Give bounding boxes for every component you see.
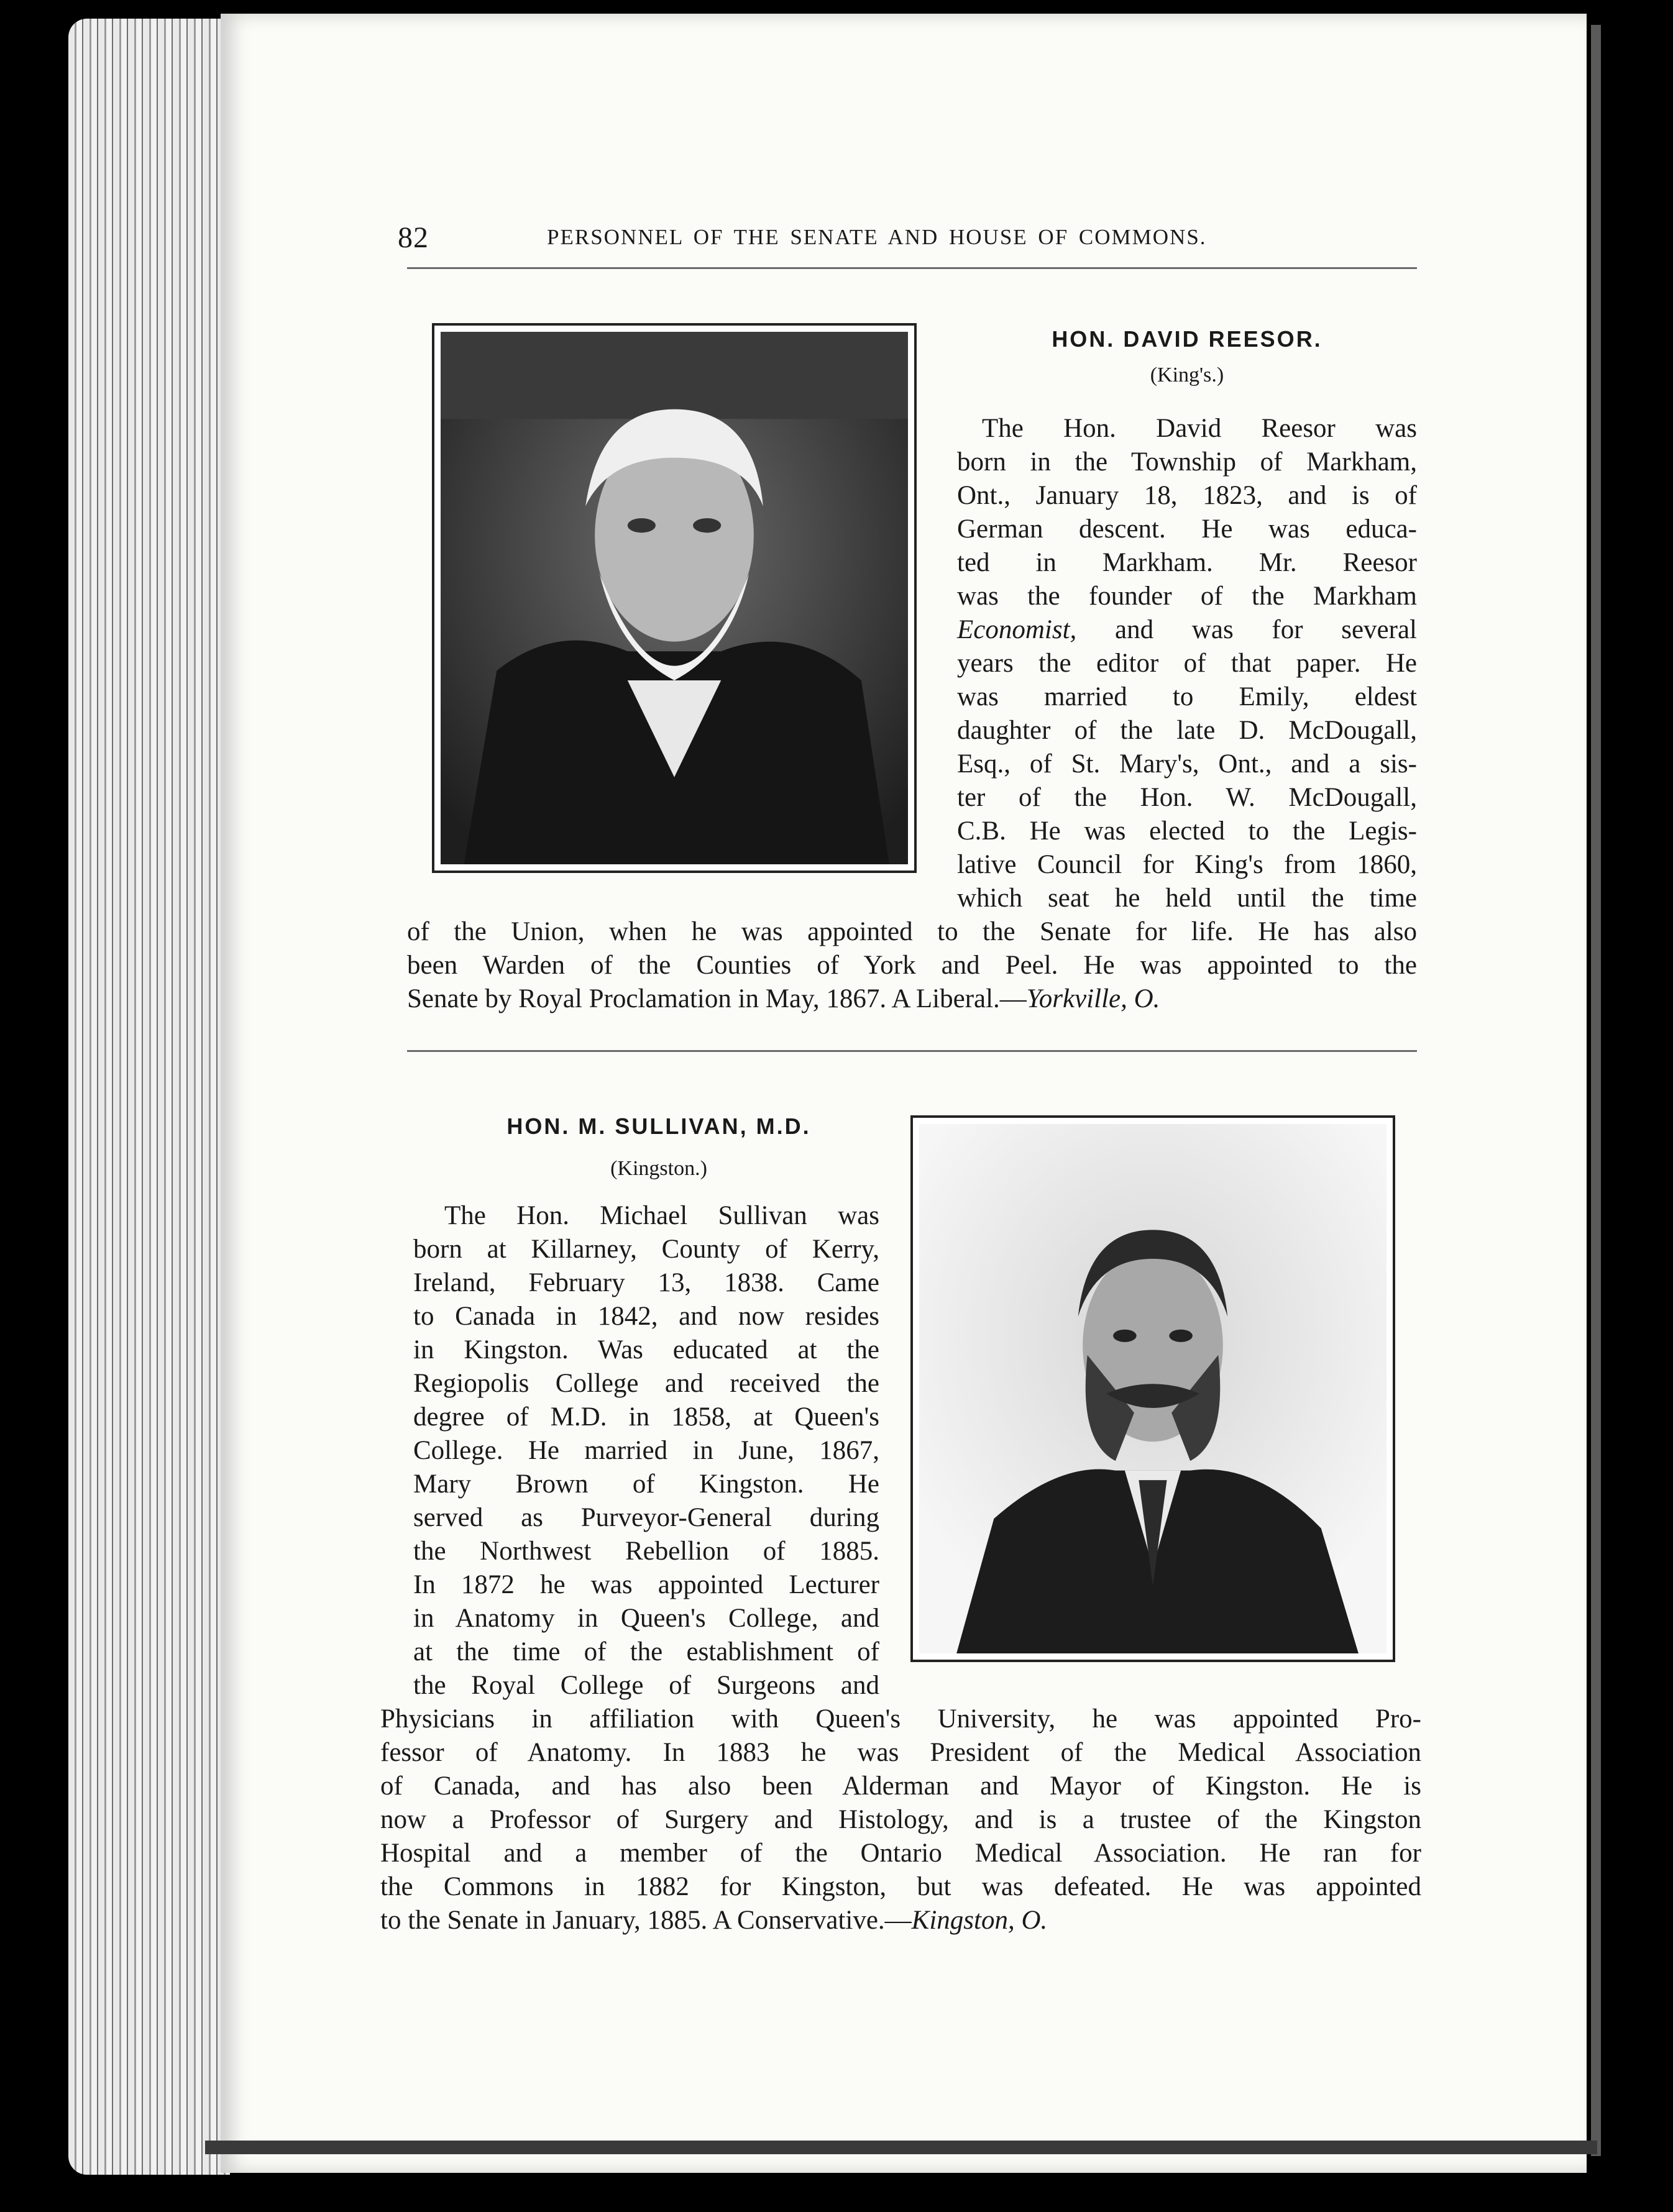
body-line: in Kingston. Was educated at the [413, 1335, 879, 1364]
body-line: now a Professor of Surgery and Histology, and is a trustee of the Kingston [380, 1805, 1421, 1834]
body-line: the Royal College of Surgeons and [413, 1671, 879, 1700]
body-line: C.B. He was elected to the Legis- [957, 816, 1417, 846]
body-line: in Anatomy in Queen's College, and [413, 1604, 879, 1633]
body-line: ter of the Hon. W. McDougall, [957, 783, 1417, 812]
body-line: to the Senate in January, 1885. A Conservative.—Kingston, O. [380, 1906, 1048, 1935]
page-bottom-edge [205, 2141, 1597, 2154]
body-line: the Northwest Rebellion of 1885. [413, 1537, 879, 1566]
body-line: born at Killarney, County of Kerry, [413, 1235, 879, 1264]
body-line: of Canada, and has also been Alderman and Mayor of Kingston. He is [380, 1771, 1421, 1801]
page-edges [68, 19, 230, 2175]
body-line: Hospital and a member of the Ontario Medical Association. He ran for [380, 1839, 1421, 1868]
body-line: was the founder of the Markham [957, 582, 1417, 611]
entry-name-heading: HON. DAVID REESOR. [1052, 326, 1322, 352]
body-line: Esq., of St. Mary's, Ont., and a sis- [957, 749, 1417, 779]
body-line: been Warden of the Counties of York and Peel. He was appointed to the [407, 951, 1417, 980]
entry-district: (King's.) [1150, 363, 1224, 386]
body-line: degree of M.D. in 1858, at Queen's [413, 1402, 879, 1432]
portrait-image [919, 1124, 1387, 1653]
body-line: The Hon. David Reesor was [982, 414, 1417, 443]
portrait-photo-sullivan [910, 1115, 1395, 1662]
running-head: PERSONNEL OF THE SENATE AND HOUSE OF COMMONS. [547, 225, 1207, 249]
body-line: which seat he held until the time [957, 884, 1417, 913]
section-divider [407, 1050, 1417, 1052]
body-line: Physicians in affiliation with Queen's University, he was appointed Pro- [380, 1704, 1421, 1734]
body-line: College. He married in June, 1867, [413, 1436, 879, 1465]
body-line: of the Union, when he was appointed to the Senate for life. He has also [407, 917, 1417, 946]
portrait-photo-reesor [432, 323, 917, 873]
binding-edge [1591, 25, 1601, 2156]
body-line: In 1872 he was appointed Lecturer [413, 1570, 879, 1599]
body-line: Regiopolis College and received the [413, 1369, 879, 1398]
body-line: Senate by Royal Proclamation in May, 1867. A Liberal.—Yorkville, O. [407, 984, 1160, 1013]
page-number: 82 [398, 221, 429, 254]
body-line: lative Council for King's from 1860, [957, 850, 1417, 879]
body-line: to Canada in 1842, and now resides [413, 1302, 879, 1331]
body-line: daughter of the late D. McDougall, [957, 716, 1417, 745]
body-line: Ireland, February 13, 1838. Came [413, 1268, 879, 1297]
body-line: Economist, and was for several [957, 615, 1417, 644]
body-line: fessor of Anatomy. In 1883 he was President of the Medical Association [380, 1738, 1421, 1767]
body-line: was married to Emily, eldest [957, 682, 1417, 711]
body-line: Mary Brown of Kingston. He [413, 1469, 879, 1499]
body-line: served as Purveyor-General during [413, 1503, 879, 1532]
body-line: German descent. He was educa- [957, 514, 1417, 544]
portrait-image [441, 332, 908, 864]
entry-name-heading: HON. M. SULLIVAN, M.D. [506, 1113, 811, 1139]
body-line: born in the Township of Markham, [957, 447, 1417, 477]
body-line: The Hon. Michael Sullivan was [444, 1201, 879, 1230]
header-rule [407, 267, 1417, 269]
body-line: ted in Markham. Mr. Reesor [957, 548, 1417, 577]
body-line: the Commons in 1882 for Kingston, but was defeated. He was appointed [380, 1872, 1421, 1901]
body-line: years the editor of that paper. He [957, 649, 1417, 678]
entry-district: (Kingston.) [610, 1157, 707, 1180]
body-line: Ont., January 18, 1823, and is of [957, 481, 1417, 510]
body-line: at the time of the establishment of [413, 1637, 879, 1666]
